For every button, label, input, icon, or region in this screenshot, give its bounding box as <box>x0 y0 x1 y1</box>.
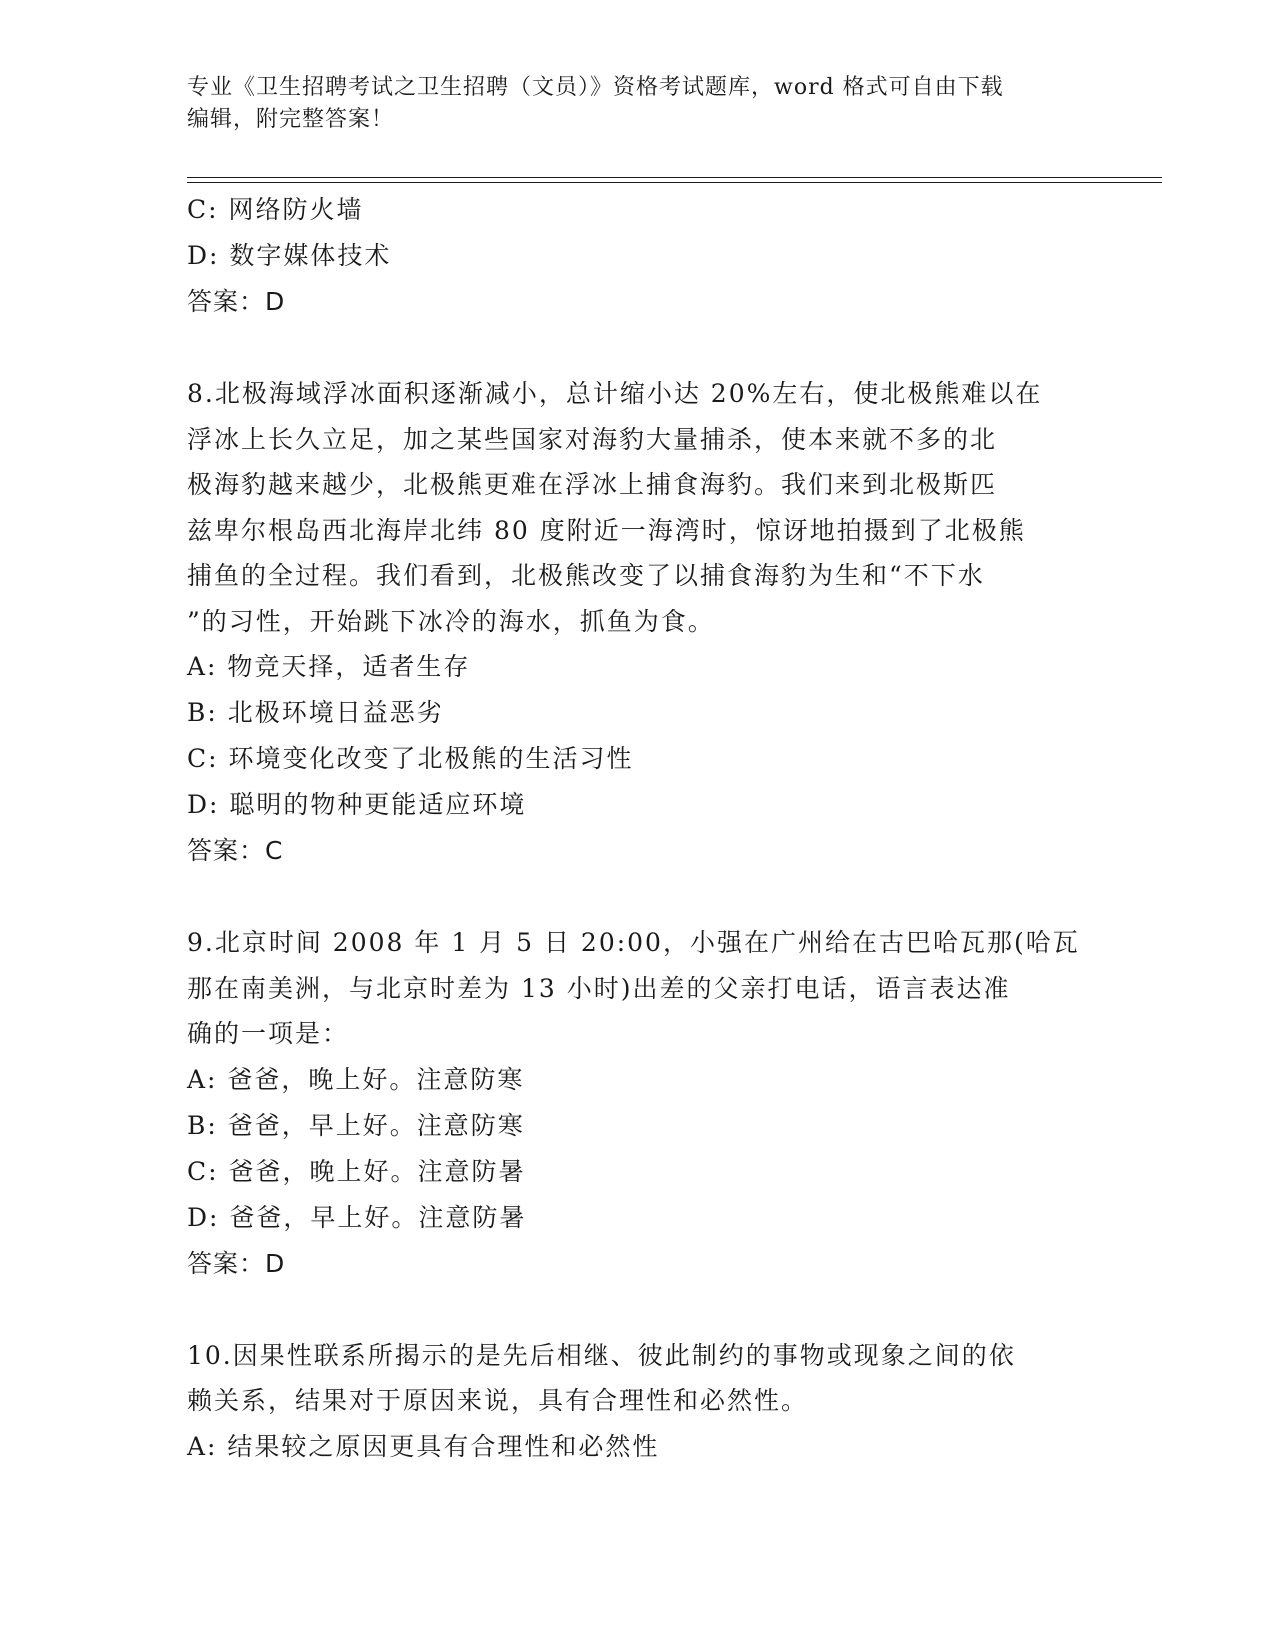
question-text-line: 浮冰上长久立足，加之某些国家对海豹大量捕杀，使本来就不多的北 <box>187 424 998 454</box>
option-a: A: 物竞天择，适者生存 <box>187 652 471 681</box>
answer: 答案：C <box>187 836 284 865</box>
question-text-line: 捕鱼的全过程。我们看到，北极熊改变了以捕食海豹为生和“不下水 <box>187 561 985 590</box>
option-b: B: 北极环境日益恶劣 <box>187 698 444 727</box>
question-text-line: 那在南美洲，与北京时差为 13 小时)出差的父亲打电话，语言表达准 <box>187 973 1011 1003</box>
question-text-line: 极海豹越来越少，北极熊更难在浮冰上捕食海豹。我们来到北极斯匹 <box>187 470 998 499</box>
question-8 <box>187 371 1087 874</box>
option-a: A: 结果较之原因更具有合理性和必然性 <box>187 1431 660 1461</box>
option-c: C: 爸爸，晚上好。注意防暑 <box>187 1156 526 1186</box>
header-line-1: 专业《卫生招聘考试之卫生招聘（文员）》资格考试题库，word 格式可自由下载 <box>187 75 1004 100</box>
option-d: D: 爸爸，早上好。注意防暑 <box>187 1202 527 1232</box>
question-text-line: 9.北京时间 2008 年 1 月 5 日 20:00，小强在广州给在古巴哈瓦那(哈瓦 <box>187 928 1080 957</box>
option-c: C: 网络防火墙 <box>187 195 364 224</box>
option-a: A: 爸爸，晚上好。注意防寒 <box>187 1064 525 1094</box>
question-text-line: 8.北极海域浮冰面积逐渐减小，总计缩小达 20%左右，使北极熊难以在 <box>187 379 1043 408</box>
question-list <box>187 187 1087 1470</box>
document-header <box>187 72 1087 136</box>
question-9 <box>187 920 1087 1287</box>
question-10 <box>187 1333 1087 1470</box>
answer: 答案：D <box>187 1248 286 1278</box>
header-divider-bottom <box>187 182 1162 183</box>
option-b: B: 爸爸，早上好。注意防寒 <box>187 1110 525 1140</box>
question-text-line: 赖关系，结果对于原因来说，具有合理性和必然性。 <box>187 1386 809 1415</box>
question-text-line: 确的一项是： <box>187 1019 350 1048</box>
header-line-2: 编辑，附完整答案！ <box>187 107 395 132</box>
answer: 答案：D <box>187 287 286 316</box>
option-d: D: 数字媒体技术 <box>187 241 392 270</box>
question-text-line: 10.因果性联系所揭示的是先后相继、彼此制约的事物或现象之间的依 <box>187 1340 1016 1370</box>
question-text-line: ”的习性，开始跳下冰冷的海水，抓鱼为食。 <box>187 606 715 636</box>
question-7 <box>187 187 1087 325</box>
header-divider-top <box>187 177 1162 178</box>
question-text-line: 兹卑尔根岛西北海岸北纬 80 度附近一海湾时，惊讶地拍摄到了北极熊 <box>187 515 1026 545</box>
option-d: D: 聪明的物种更能适应环境 <box>187 790 527 819</box>
option-c: C: 环境变化改变了北极熊的生活习性 <box>187 744 634 773</box>
